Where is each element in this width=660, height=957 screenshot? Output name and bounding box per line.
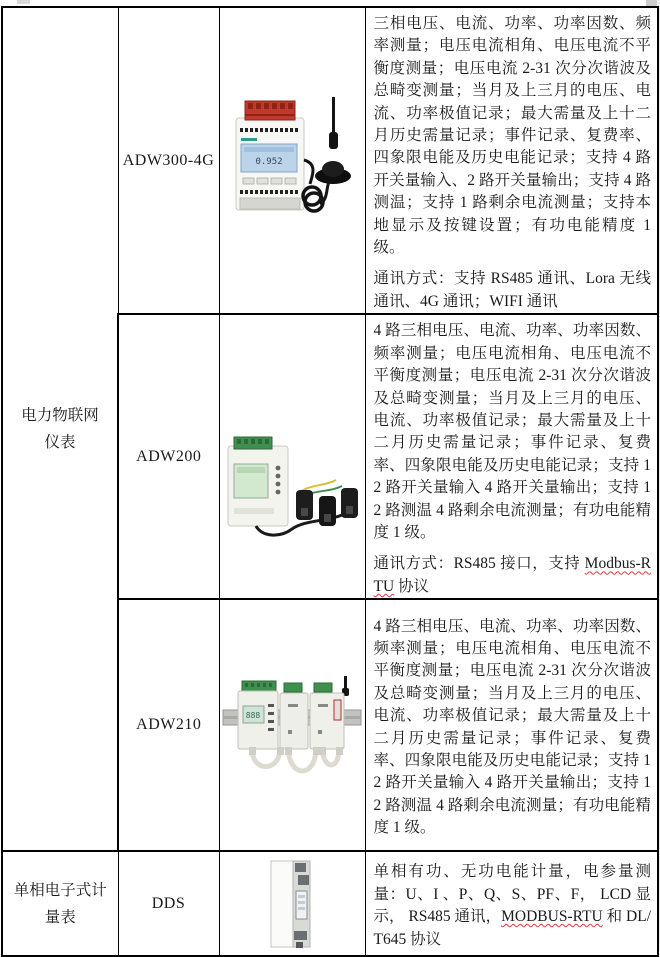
adw200-description: 4 路三相电压、电流、功率、功率因数、频率测量；电压电流相角、电压电流不平衡度测量；电压电流 2-31 次分次谐波及总畸变测量；当月及上三月的电压、电流、功率极值记录；最大需量及上十二月历史需量记录；事件记录、复费率、四象限电能及历史电能记录；支持 12 路开关量输入 4 路开关量输出；支持 12 路测温 4 路剩余电流测量；有功电能精度 1 级。 bbox=[373, 322, 651, 541]
table-row bbox=[2, 851, 658, 956]
desc-text: 单相有功、无功电能计量，电参量测量：U、I 、P、Q、S、PF、F， LCD 显示， RS485 通讯， bbox=[373, 863, 651, 926]
svg-text:0.952: 0.952 bbox=[255, 157, 283, 168]
comm-text: 通讯方式：RS485 接口，支持 bbox=[373, 555, 585, 573]
model-label-adw300-4g: ADW300-4G bbox=[122, 151, 215, 169]
model-label-adw210: ADW210 bbox=[136, 716, 202, 734]
svg-text:888: 888 bbox=[245, 711, 261, 721]
spellcheck-flagged-text: Modbus-RTU bbox=[373, 555, 651, 595]
product-spec-table bbox=[1, 6, 659, 957]
image-cell bbox=[219, 599, 365, 851]
comm-text: 协议 bbox=[394, 577, 430, 595]
model-cell bbox=[118, 851, 219, 956]
adw200-product-image bbox=[222, 434, 362, 549]
cropped-ui-artifact-left bbox=[17, 0, 30, 4]
model-label-adw200: ADW200 bbox=[136, 447, 202, 465]
category-cell-single-phase-meter bbox=[2, 851, 118, 956]
description-cell bbox=[365, 851, 658, 956]
category-label-line1: 电力物联网 bbox=[21, 407, 99, 425]
image-cell bbox=[219, 314, 365, 599]
image-cell bbox=[219, 851, 365, 956]
description-cell bbox=[365, 599, 658, 851]
category-label-line2: 量表 bbox=[44, 908, 76, 926]
adw210-product-image bbox=[222, 676, 362, 786]
dds-description bbox=[366, 856, 658, 951]
description-cell bbox=[365, 314, 658, 599]
adw200-communication bbox=[366, 553, 658, 598]
category-cell-iot-meters bbox=[2, 7, 118, 851]
model-label-dds: DDS bbox=[151, 894, 186, 912]
description-cell bbox=[365, 7, 658, 314]
adw300-4g-communication: 通讯方式：支持 RS485 通讯、Lora 无线通讯、4G 通讯；WIFI 通讯 bbox=[373, 270, 651, 310]
image-cell bbox=[219, 7, 365, 314]
model-cell bbox=[118, 599, 219, 851]
category-label-line1: 单相电子式计 bbox=[13, 881, 107, 899]
spellcheck-flagged-text: MODBUS-RTU bbox=[501, 908, 603, 926]
adw300-4g-description: 三相电压、电流、功率、功率因数、频率测量；电压电流相角、电压电流不平衡度测量；电压电流 2-31 次分次谐波及总畸变测量；当月及上三月的电压、电流、功率极值记录；最大需量及上十二月历史需量记录；事件记录、复费率、四象限电能及历史电能记录；支持 4 路开关量输入、2 路开关量输出；支持 4 路测温；支持 1 路剩余电流测量；支持本地显示及按键设置；有功电能精度 1 级。 bbox=[373, 15, 651, 257]
table-row bbox=[2, 7, 658, 314]
adw300-4g-product-image bbox=[222, 92, 362, 307]
model-cell bbox=[118, 314, 219, 599]
model-cell bbox=[118, 7, 219, 314]
adw210-description: 4 路三相电压、电流、功率、功率因数、频率测量；电压电流相角、电压电流不平衡度测量；电压电流 2-31 次分次谐波及总畸变测量；当月及上三月的电压、电流、功率极值记录；最大需量及上十二月历史需量记录；事件记录、复费率、四象限电能及历史电能记录；支持 12 路开关量输入 4 路开关量输出；支持 12 路测温 4 路剩余电流测量；有功电能精度 1 级。 bbox=[373, 617, 651, 837]
desc-text: 和 DL/T645 协议 bbox=[373, 908, 651, 948]
dds-product-image bbox=[265, 857, 319, 951]
category-label-line2: 仪表 bbox=[44, 434, 76, 452]
